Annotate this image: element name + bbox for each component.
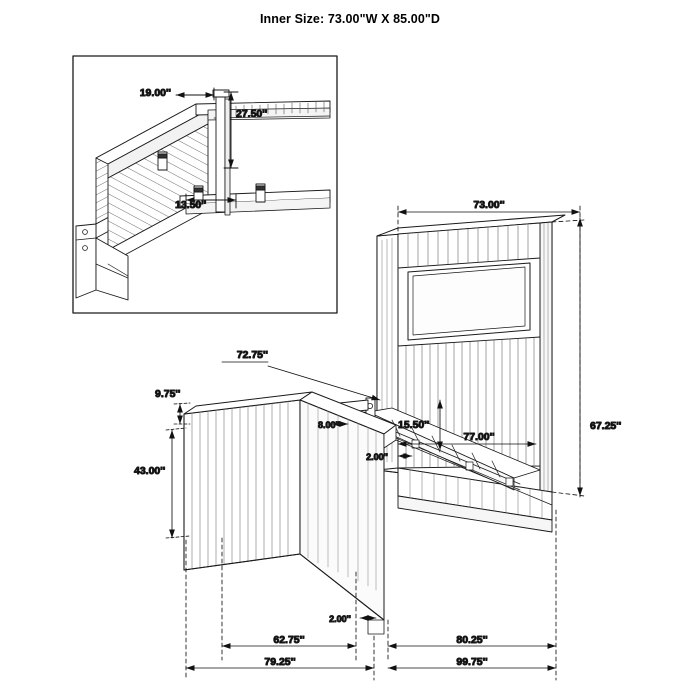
dim-rail-thickness: 9.75'' (155, 388, 181, 400)
dim-inset-275: 27.50'' (236, 108, 268, 120)
dim-clearance-a: 2.00'' (366, 452, 388, 462)
dim-hb-width: 73.00'' (473, 199, 505, 211)
dim-inner-length: 77.00'' (463, 431, 495, 443)
detail-inset-view (73, 56, 337, 313)
dim-footboard-depth: 62.75'' (273, 634, 305, 646)
dim-hb-height: 67.25'' (590, 420, 622, 432)
dim-clearance-b: 2.00'' (329, 614, 351, 624)
dim-overall-front: 79.25'' (264, 656, 296, 668)
page-title: Inner Size: 73.00"W X 85.00"D (259, 12, 441, 26)
dim-overall-side: 99.75'' (456, 656, 488, 668)
dim-side-depth: 80.25'' (456, 634, 488, 646)
dim-fb-height: 43.00'' (134, 465, 166, 477)
footboard (184, 392, 396, 620)
dim-mattress-height: 15.50'' (398, 419, 430, 431)
inset-support-post (213, 90, 230, 215)
dim-inset-135: 13.50'' (175, 199, 207, 211)
dim-inset-19: 19.00'' (139, 87, 171, 99)
dim-slat-gap: 8.00'' (318, 420, 340, 430)
dim-rail-top: 72.75'' (236, 349, 268, 361)
